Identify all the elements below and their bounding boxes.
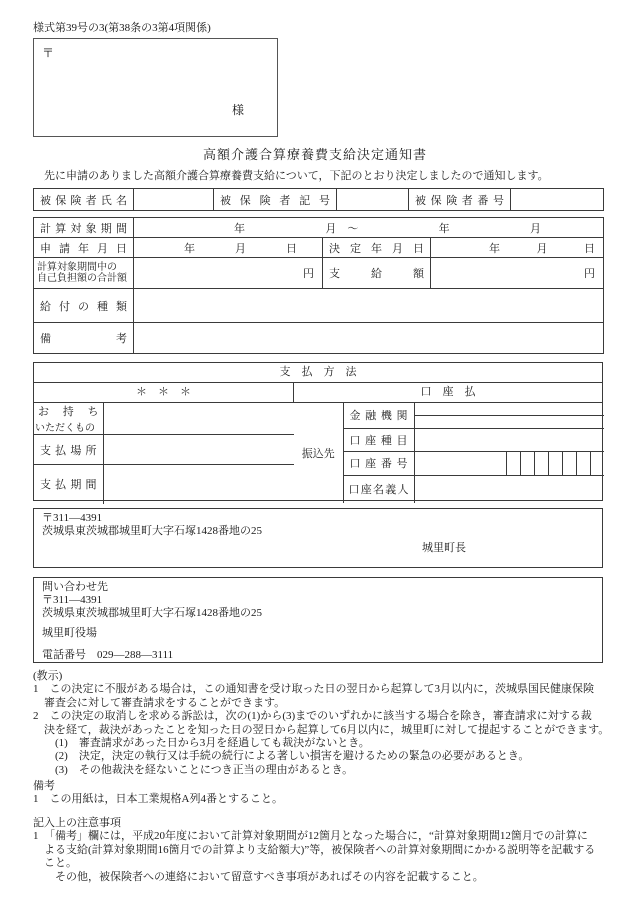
self-pay-total-label: 計算対象期間中の 自己負担額の合計額 <box>34 258 134 289</box>
unit-month: 月 <box>529 222 541 235</box>
remarks-label: 備 考 <box>34 323 134 354</box>
page-title: 高額介護合算療養費支給決定通知書 <box>202 147 427 162</box>
account-type-label: 口 座 種 目 <box>343 428 414 451</box>
benefit-type-label: 給 付 の 種 類 <box>34 289 134 323</box>
payment-amount-value: 円 <box>431 258 604 289</box>
self-pay-total-value: 円 <box>134 258 323 289</box>
honorific-sama: 様 <box>232 103 245 117</box>
unit-day: 日 <box>584 242 595 255</box>
digit-box <box>590 452 604 475</box>
unit-year: 年 <box>184 242 195 255</box>
account-number-value <box>414 451 604 475</box>
digit-box <box>534 452 548 475</box>
unit-year: 年 <box>489 242 500 255</box>
appeal-line: (2) 決定，決定の執行又は手続の続行による著しい損害を避けるための緊急の必要があるとき。 <box>33 750 530 763</box>
transfer-to-label: 振込先 <box>294 403 343 503</box>
bank-label: 金 融 機 関 <box>343 403 414 428</box>
filling-notes-line: こと。 <box>33 857 77 870</box>
intro-sentence: 先に申請のありました高額介護合算療養費支給について，下記のとおり決定しましたので通知します。 <box>33 170 549 182</box>
calc-period-value <box>134 218 604 238</box>
digit-box <box>576 452 590 475</box>
benefit-type-value <box>134 289 604 323</box>
insured-name-label: 被 保 険 者 氏 名 <box>34 189 134 211</box>
decision-date-value <box>431 238 604 258</box>
appeal-line: 1 この決定に不服がある場合は，この通知書を受け取った日の翌日から起算して3月以内に，茨城県国民健康保険 <box>33 683 594 696</box>
issuer-signer: 城里町長 <box>422 542 466 554</box>
paper-notes-line: 1 この用紙は，日本工業規格A列4番とすること。 <box>33 793 283 806</box>
unit-month: 月 <box>536 242 548 255</box>
filling-notes-line: その他，被保険者への連絡において留意すべき事項があればその内容を記載すること。 <box>33 870 484 883</box>
contact-heading: 問い合わせ先 <box>42 581 108 593</box>
unit-day: 日 <box>286 242 297 255</box>
digit-box <box>548 452 562 475</box>
bank-value <box>414 403 604 428</box>
bring-items-label: お 持 ち いただくもの <box>34 403 103 435</box>
unit-year: 年 <box>438 222 450 235</box>
account-type-value <box>414 428 604 451</box>
application-date-value <box>134 238 323 258</box>
payment-method-header: 支 払 方 法 <box>34 363 602 383</box>
payment-place-label: 支 払 場 所 <box>34 435 103 465</box>
form-style-number: 様式第39号の3(第38条の3第4項関係) <box>33 22 211 34</box>
insured-name-value <box>134 189 214 211</box>
filling-notes-line: 1 「備考」欄には，平成20年度において計算対象期間が12箇月となった場合に，“計算対象期間12箇月での計算に <box>33 830 588 843</box>
appeal-line: (1) 審査請求があった日から3月を経過しても裁決がないとき。 <box>33 737 370 750</box>
insured-symbol-label: 被 保 険 者 記 号 <box>214 189 337 211</box>
payment-place-value <box>103 435 294 465</box>
appeal-instructions <box>33 670 608 777</box>
insured-number-label: 被 保 険 者 番 号 <box>409 189 511 211</box>
issuer-box <box>33 508 603 568</box>
postal-mark: 〒 <box>42 46 55 60</box>
payment-method-table <box>33 362 603 501</box>
digit-box <box>520 452 534 475</box>
contact-office: 城里町役場 <box>42 627 97 639</box>
filling-notes <box>33 817 608 884</box>
insured-table <box>33 188 604 211</box>
unit-month-tilde: 月 ～ <box>325 222 359 235</box>
issuer-postal: 〒311—4391 <box>42 512 103 524</box>
account-holder-label: 口座名義人 <box>343 475 414 503</box>
appeal-line: 2 この決定の取消しを求める訴訟は，次の(1)から(3)までのいずれかに該当する場合を除き，審査請求に対する裁 <box>33 710 592 723</box>
filling-notes-line: よる支給(計算対象期間16箇月での計算より支給額大)”等，被保険者への計算対象期間にかかる説明等を記載する <box>33 843 596 856</box>
payment-period-label: 支 払 期 間 <box>34 465 103 504</box>
appeal-heading: (教示) <box>33 670 63 682</box>
account-holder-value <box>414 475 604 503</box>
contact-address: 茨城県東茨城郡城里町大字石塚1428番地の25 <box>42 607 262 619</box>
paper-notes <box>33 780 608 807</box>
appeal-line: 審査会に対して審査請求をすることができます。 <box>33 696 286 709</box>
payment-period-value <box>103 465 294 504</box>
payment-amount-label: 支 給 額 <box>323 258 431 289</box>
calc-period-label: 計 算 対 象 期 間 <box>34 218 134 238</box>
insured-number-value <box>511 189 604 211</box>
remarks-value <box>134 323 604 354</box>
issuer-address: 茨城県東茨城郡城里町大字石塚1428番地の25 <box>42 525 262 537</box>
decision-date-label: 決 定 年 月 日 <box>323 238 431 258</box>
account-section-header: 口 座 払 <box>420 386 476 398</box>
decision-table <box>33 217 604 354</box>
unit-month: 月 <box>235 242 246 255</box>
account-number-label: 口 座 番 号 <box>343 451 414 475</box>
addressee-box <box>33 38 278 137</box>
filling-notes-heading: 記入上の注意事項 <box>33 817 121 829</box>
insured-symbol-value <box>337 189 409 211</box>
contact-postal: 〒311—4391 <box>42 594 103 606</box>
cash-section-header: ＊ ＊ ＊ <box>34 383 294 402</box>
bring-items-value <box>103 403 294 435</box>
contact-box <box>33 577 603 663</box>
contact-phone: 電話番号 029—288—3111 <box>42 649 174 661</box>
appeal-line: 決を経て，裁決があったことを知った日の翌日から起算して6月以内に，城里町に対して提起することができます。 <box>33 723 610 736</box>
paper-notes-heading: 備考 <box>33 780 55 792</box>
application-date-label: 申 請 年 月 日 <box>34 238 134 258</box>
digit-box <box>506 452 520 475</box>
digit-box <box>562 452 576 475</box>
appeal-line: (3) その他裁決を経ないことにつき正当の理由があるとき。 <box>33 763 354 776</box>
unit-year: 年 <box>234 222 245 235</box>
